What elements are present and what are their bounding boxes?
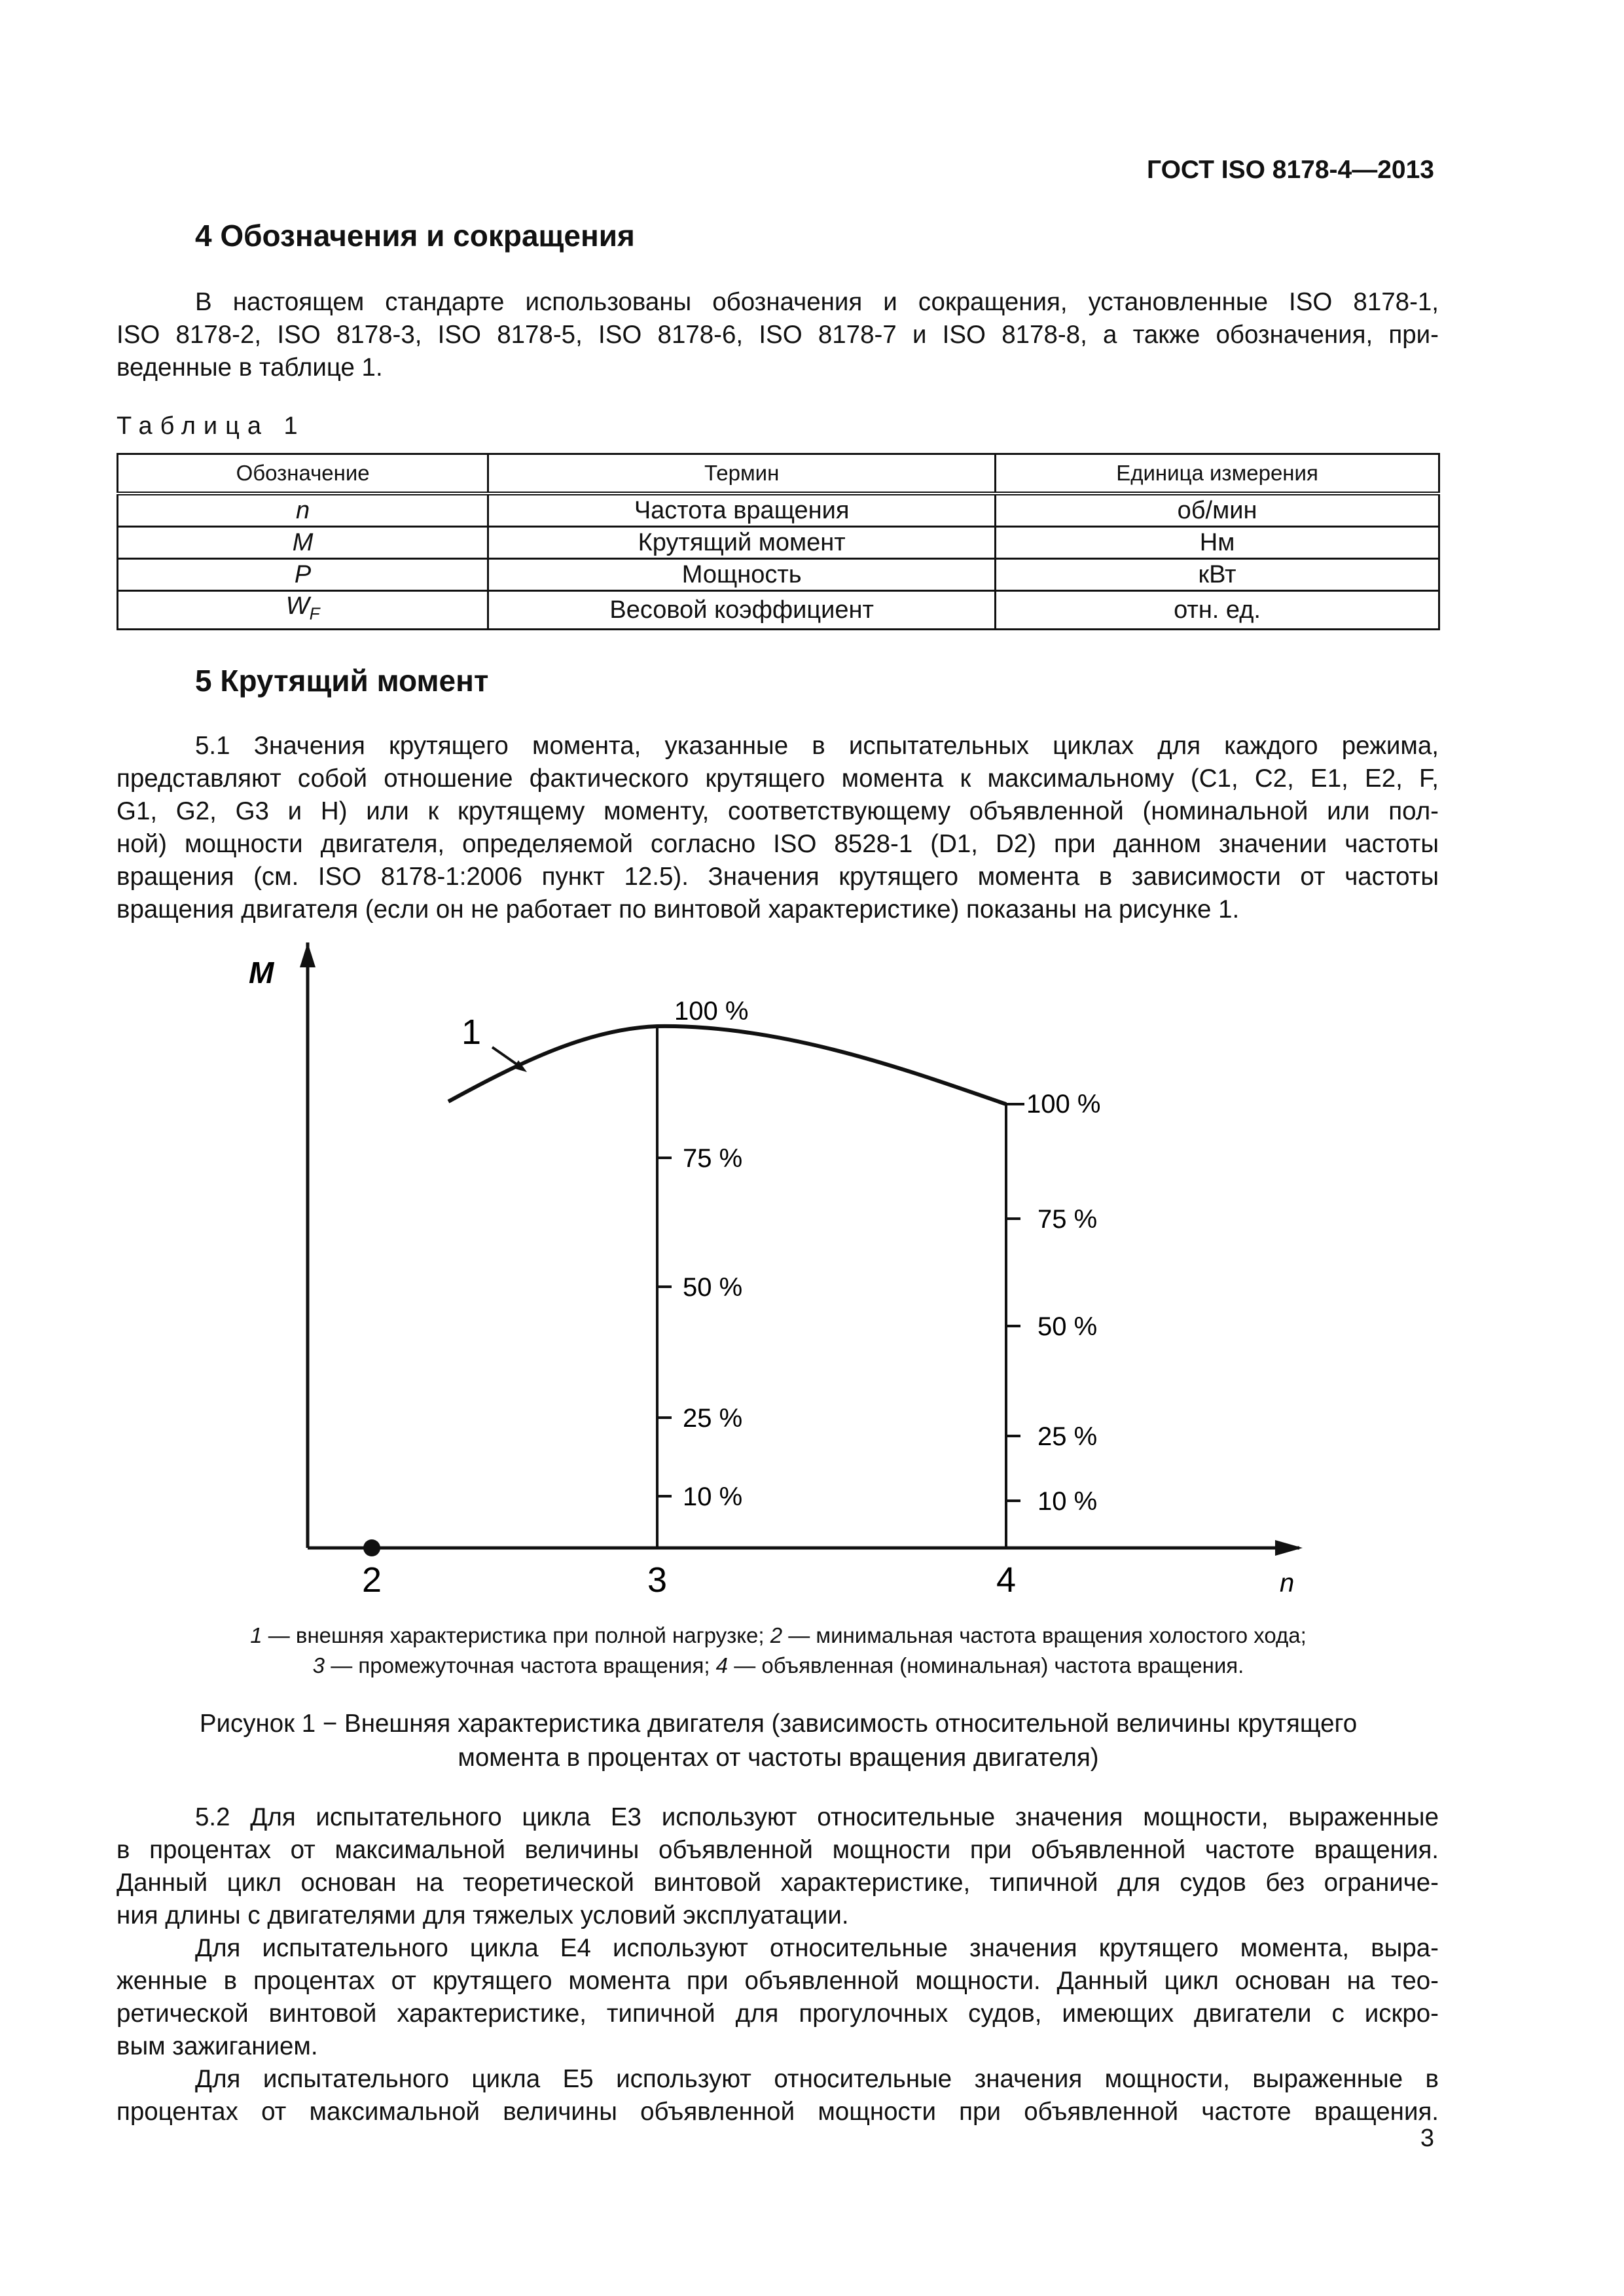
term-cell: Весовой коэффициент (488, 591, 996, 630)
text-line: 5.2 Для испытательного цикла Е3 используют относительные значения мощности, выраженные (195, 1803, 1439, 1831)
point-3-tick-label: 25 % (683, 1404, 743, 1433)
x-point-label: 2 (361, 1560, 382, 1600)
text-line: представляют собой отношение фактического крутящего момента к максимальному (C1, C2, E1, E2, F, (117, 764, 1439, 793)
term-cell: Частота вращения (488, 493, 996, 527)
legend-key: 4 (715, 1653, 729, 1677)
column-header: Обозначение (118, 454, 488, 494)
legend-key: 3 (312, 1653, 325, 1677)
symbol-cell: $W_F$ (118, 591, 488, 630)
unit-cell: отн. ед. (996, 591, 1439, 630)
caption-line: Рисунок 1 − Внешняя характеристика двигателя (зависимость относительной величины крутящего (199, 1710, 1358, 1738)
point-4-tick-label: 50 % (1038, 1312, 1098, 1341)
term-cell: Мощность (488, 559, 996, 591)
symbol-cell: P (118, 559, 488, 591)
caption-line: момента в процентах от частоты вращения двигателя) (458, 1744, 1099, 1772)
legend-text: — объявленная (номинальная) частота вращения. (728, 1653, 1244, 1677)
point-3-top-label: 100 % (674, 997, 749, 1026)
text-line: ния длины с двигателями для тяжелых условий эксплуатации. (117, 1901, 849, 1929)
section-4-title: 4 Обозначения и сокращения (195, 219, 635, 253)
x-point-label: 4 (996, 1560, 1017, 1600)
text-line: ISO 8178-2, ISO 8178-3, ISO 8178-5, ISO 8178-6, ISO 8178-7 и ISO 8178-8, а также обозначения, при- (117, 321, 1439, 349)
legend-key: 2 (770, 1623, 783, 1647)
page-number: 3 (1420, 2125, 1434, 2152)
text-line: процентах от максимальной величины объявленной мощности при объявленной частоте вращения. (117, 2098, 1439, 2126)
y-axis-arrow-icon (300, 942, 316, 967)
symbol-cell: M (118, 527, 488, 559)
text-line: Данный цикл основан на теоретической винтовой характеристике, типичной для судов без ограниче- (117, 1869, 1439, 1897)
unit-cell: об/мин (996, 493, 1439, 527)
section-5-title: 5 Крутящий момент (195, 664, 489, 698)
point-4-tick-label: 25 % (1038, 1422, 1098, 1451)
table-caption: Таблица 1 (117, 412, 306, 440)
x-axis-label: n (1280, 1569, 1295, 1598)
text-line: женные в процентах от крутящего момента при объявленной мощности. Данный цикл основан на тео- (117, 1967, 1439, 1995)
text-line: G1, G2, G3 и H) или к крутящему моменту, соответствующему объявленной (номинальной или пол- (117, 797, 1439, 825)
figure-caption (117, 1707, 1440, 1775)
x-point-label: 3 (647, 1560, 668, 1600)
point-4-tick-label: 75 % (1038, 1205, 1098, 1234)
text-line: 5.1 Значения крутящего момента, указанные в испытательных циклах для каждого режима, (195, 732, 1439, 760)
legend-line (117, 1651, 1440, 1681)
point-2-marker (363, 1539, 380, 1556)
text-line: веденные в таблице 1. (117, 353, 383, 382)
symbol-cell: n (118, 493, 488, 527)
point-3-tick-label: 10 % (683, 1482, 743, 1511)
unit-cell: кВт (996, 559, 1439, 591)
text-line: Для испытательного цикла Е4 используют относительные значения крутящего момента, выра- (195, 1934, 1439, 1962)
term-cell: Крутящий момент (488, 527, 996, 559)
text-line: В настоящем стандарте использованы обозначения и сокращения, установленные ISO 8178-1, (195, 288, 1439, 316)
column-header: Термин (488, 454, 996, 494)
curve-label: 1 (461, 1013, 482, 1052)
legend-text: — минимальная частота вращения холостого хода; (782, 1623, 1307, 1647)
y-axis-label: M (249, 956, 274, 990)
text-line: ной) мощности двигателя, определяемой согласно ISO 8528-1 (D1, D2) при данном значении частоты (117, 830, 1439, 858)
legend-key: 1 (250, 1623, 262, 1647)
x-axis-arrow-icon (1275, 1540, 1303, 1556)
column-header: Единица измерения (996, 454, 1439, 494)
unit-cell: Нм (996, 527, 1439, 559)
full-load-curve (448, 1026, 1006, 1104)
text-line: вым зажиганием. (117, 2032, 318, 2060)
document-code: ГОСТ ISO 8178-4—2013 (1147, 156, 1434, 184)
legend-text: — внешняя характеристика при полной нагрузке; (262, 1623, 770, 1647)
point-4-top-label: 100 % (1026, 1090, 1101, 1119)
paragraph-5-2 (117, 1801, 1439, 2128)
text-line: вращения (см. ISO 8178-1:2006 пункт 12.5). Значения крутящего момента в зависимости от частоты (117, 863, 1439, 891)
text-line: ретической винтовой характеристике, типичной для прогулочных судов, имеющих двигатели с искро- (117, 2000, 1439, 2028)
point-3-tick-label: 75 % (683, 1144, 743, 1173)
text-line: вращения двигателя (если он не работает по винтовой характеристике) показаны на рисунке 1. (117, 895, 1240, 924)
point-4-tick-label: 10 % (1038, 1487, 1098, 1516)
figure-legend (117, 1621, 1440, 1681)
legend-line (117, 1621, 1440, 1651)
point-3-tick-label: 50 % (683, 1273, 743, 1302)
legend-text: — промежуточная частота вращения; (325, 1653, 716, 1677)
text-line: Для испытательного цикла Е5 используют относительные значения мощности, выраженные в (195, 2065, 1439, 2093)
text-line: в процентах от максимальной величины объявленной мощности при объявленной частоте вращения. (117, 1836, 1439, 1864)
